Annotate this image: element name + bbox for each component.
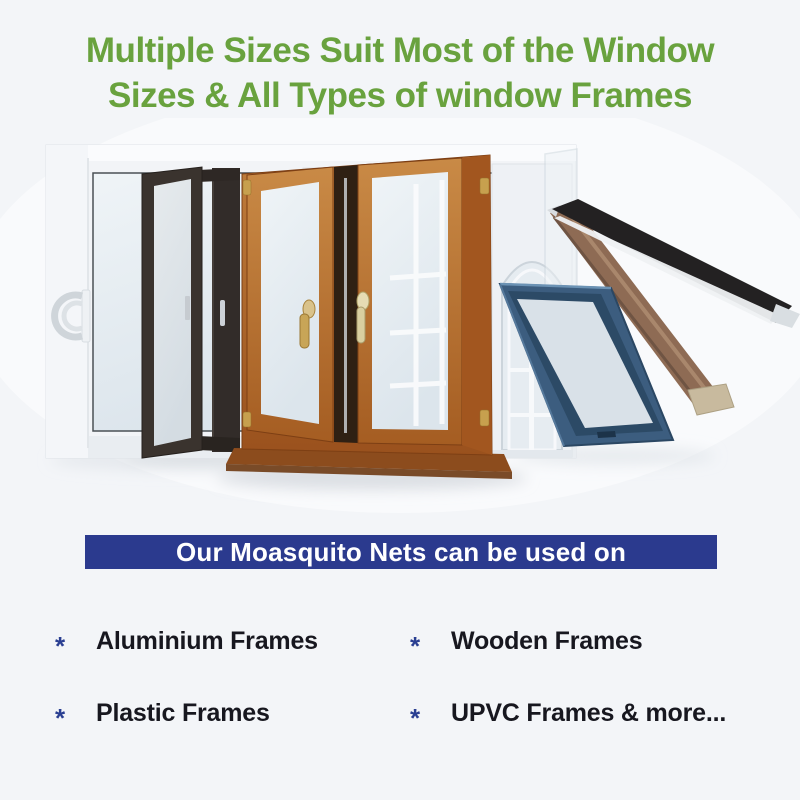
asterisk-bullet-icon: * xyxy=(54,630,66,661)
asterisk-bullet-icon: * xyxy=(409,702,421,733)
dark-frame-handle xyxy=(220,300,225,326)
feature-label: Plastic Frames xyxy=(96,698,270,727)
dark-sash-handle xyxy=(185,296,190,320)
asterisk-bullet-icon: * xyxy=(409,630,421,661)
section-banner: Our Moasquito Nets can be used on xyxy=(85,535,717,569)
wooden-casement-window xyxy=(226,155,512,479)
dark-aluminium-window xyxy=(142,167,240,458)
windows-illustration xyxy=(0,118,800,528)
feature-plastic-frames xyxy=(52,695,270,731)
skylight-handle xyxy=(597,431,616,438)
page-title-line1: Multiple Sizes Suit Most of the Window xyxy=(85,31,715,70)
asterisk-bullet-icon: * xyxy=(54,702,66,733)
page-title xyxy=(0,28,800,118)
page-title-line2: Sizes & All Types of window Frames xyxy=(108,76,692,115)
feature-wooden-frames xyxy=(407,623,642,659)
feature-label: Wooden Frames xyxy=(451,626,643,655)
feature-aluminium-frames xyxy=(52,623,318,659)
feature-label: Aluminium Frames xyxy=(96,626,318,655)
feature-label: UPVC Frames & more... xyxy=(451,698,727,727)
feature-upvc-frames xyxy=(407,695,726,731)
